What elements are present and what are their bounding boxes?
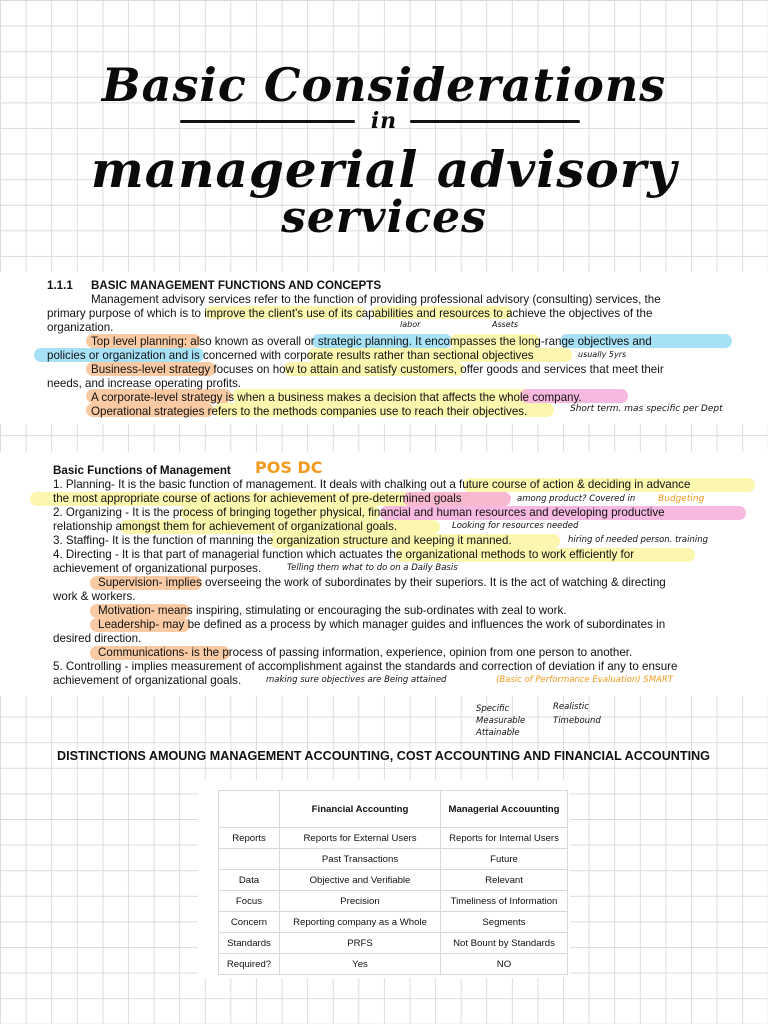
smart-note-realistic: Realistic bbox=[553, 702, 589, 712]
paragraph-line: A corporate-level strategy is when a business makes a decision that affects the whole company. bbox=[91, 391, 582, 404]
pos-dc-note: POS DC bbox=[255, 458, 323, 477]
paragraph-line: 3. Staffing- It is the function of manning the organization structure and keeping it manned. bbox=[53, 534, 512, 547]
paragraph-line: 2. Organizing - It is the process of bringing together physical, financial and human resources and developing productive bbox=[53, 506, 665, 519]
table-cell: Standards bbox=[219, 933, 280, 954]
paragraph-line: Supervision- implies overseeing the work of subordinates by their superiors. It is the act of watching & directing bbox=[98, 576, 666, 589]
paragraph-line: desired direction. bbox=[53, 632, 142, 645]
table-row bbox=[219, 933, 568, 954]
paragraph-line: Top level planning: also known as overall or strategic planning. It encompasses the long-range objectives and bbox=[91, 335, 652, 348]
table-row bbox=[219, 912, 568, 933]
table-row bbox=[219, 891, 568, 912]
table-cell: Timeliness of Information bbox=[441, 891, 568, 912]
handwritten-note: Looking for resources needed bbox=[452, 521, 579, 531]
table-row bbox=[219, 954, 568, 975]
table-cell: Focus bbox=[219, 891, 280, 912]
paragraph-line: organization. bbox=[47, 321, 114, 334]
paragraph-line: 5. Controlling - implies measurement of accomplishment against the standards and correction of deviation if any to ensure bbox=[53, 660, 678, 673]
basic-functions-card bbox=[0, 452, 768, 696]
handwritten-note: labor bbox=[400, 320, 421, 329]
paragraph-line: primary purpose of which is to improve the client's use of its capabilities and resources to achieve the objectives of the bbox=[47, 307, 653, 320]
table-cell: Yes bbox=[280, 954, 441, 975]
paragraph-line: relationship amongst them for achievement of organizational goals. bbox=[53, 520, 398, 533]
table-header-cell bbox=[219, 791, 280, 828]
table-cell: Future bbox=[441, 849, 568, 870]
paragraph-line: policies or organization and is concerned with corporate results rather than sectional objectives bbox=[47, 349, 534, 362]
handwritten-note: usually 5yrs bbox=[578, 350, 627, 359]
table-header-cell: Managerial Accouunting bbox=[441, 791, 568, 828]
table-cell: Not Bount by Standards bbox=[441, 933, 568, 954]
table-cell: Data bbox=[219, 870, 280, 891]
table-cell: Past Transactions bbox=[280, 849, 441, 870]
table-cell: Required? bbox=[219, 954, 280, 975]
table-row bbox=[219, 828, 568, 849]
table-cell: Reports bbox=[219, 828, 280, 849]
paragraph-line: Management advisory services refer to the function of providing professional advisory (consulting) services, the bbox=[91, 293, 661, 306]
management-concepts-card bbox=[0, 272, 768, 424]
title-line-2: in bbox=[370, 108, 398, 134]
table-cell: PRFS bbox=[280, 933, 441, 954]
table-cell: NO bbox=[441, 954, 568, 975]
handwritten-note: Telling them what to do on a Daily Basis bbox=[287, 563, 458, 573]
smart-note-measurable: Measurable bbox=[476, 716, 526, 726]
paragraph-line: Operational strategies refers to the methods companies use to reach their objectives. bbox=[91, 405, 528, 418]
paragraph-line: Motivation- means inspiring, stimulating or encouraging the sub-ordinates with zeal to work. bbox=[98, 604, 567, 617]
distinctions-heading: DISTINCTIONS AMOUNG MANAGEMENT ACCOUNTING, COST ACCOUNTING AND FINANCIAL ACCOUNTING bbox=[57, 749, 710, 763]
table-cell: Reporting company as a Whole bbox=[280, 912, 441, 933]
table-cell: Segments bbox=[441, 912, 568, 933]
paragraph-line: achievement of organizational purposes. bbox=[53, 562, 262, 575]
table-cell: Precision bbox=[280, 891, 441, 912]
handwritten-note: among product? Covered in bbox=[517, 494, 636, 504]
table-cell: Concern bbox=[219, 912, 280, 933]
title-line-1: Basic Considerations bbox=[101, 58, 667, 112]
title-line-4: services bbox=[281, 192, 487, 243]
table-cell bbox=[219, 849, 280, 870]
table-cell: Relevant bbox=[441, 870, 568, 891]
table-cell: Reports for External Users bbox=[280, 828, 441, 849]
handwritten-note: Short term. mas specific per Dept bbox=[570, 404, 723, 414]
table-row bbox=[219, 870, 568, 891]
table-header-cell: Financial Accounting bbox=[280, 791, 441, 828]
handwritten-note: hiring of needed person. training bbox=[568, 535, 709, 545]
section-heading: BASIC MANAGEMENT FUNCTIONS AND CONCEPTS bbox=[91, 279, 382, 292]
paragraph-line: the most appropriate course of actions for achievement of pre-determined goals bbox=[53, 492, 462, 505]
paragraph-line: Communications- is the process of passing information, experience, opinion from one person to another. bbox=[98, 646, 633, 659]
title-line-3: managerial advisory bbox=[90, 140, 678, 199]
paragraph-line: needs, and increase operating profits. bbox=[47, 377, 241, 390]
paragraph-line: 4. Directing - It is that part of managerial function which actuates the organizational methods to work efficiently for bbox=[53, 548, 635, 561]
accounting-comparison-table-card bbox=[198, 780, 570, 978]
paragraph-line: achievement of organizational goals. bbox=[53, 674, 242, 687]
paragraph-line: Business-level strategy focuses on how to attain and satisfy customers, offer goods and services that meet their bbox=[91, 363, 664, 376]
table-cell: Objective and Verifiable bbox=[280, 870, 441, 891]
section-number: 1.1.1 bbox=[47, 279, 73, 292]
smart-note-timebound: Timebound bbox=[553, 716, 601, 726]
table-header-row bbox=[219, 791, 568, 828]
functions-heading: Basic Functions of Management bbox=[53, 464, 231, 477]
handwritten-note: Assets bbox=[492, 320, 519, 329]
handwritten-note: (Basic of Performance Evaluation) SMART bbox=[496, 675, 673, 685]
paragraph-line: Leadership- may be defined as a process by which manager guides and influences the work of subordinates in bbox=[98, 618, 666, 631]
smart-note-specific: Specific bbox=[476, 704, 510, 714]
handwritten-note: making sure objectives are Being attained bbox=[266, 675, 447, 685]
table-row bbox=[219, 849, 568, 870]
table-cell: Reports for Internal Users bbox=[441, 828, 568, 849]
accounting-comparison-table bbox=[218, 790, 568, 975]
handwritten-note: Budgeting bbox=[658, 494, 705, 504]
title-divider-right bbox=[410, 120, 580, 123]
paragraph-line: work & workers. bbox=[53, 590, 136, 603]
paragraph-line: 1. Planning- It is the basic function of management. It deals with chalking out a future course of action & deciding in advance bbox=[53, 478, 691, 491]
smart-note-attainable: Attainable bbox=[476, 728, 520, 738]
